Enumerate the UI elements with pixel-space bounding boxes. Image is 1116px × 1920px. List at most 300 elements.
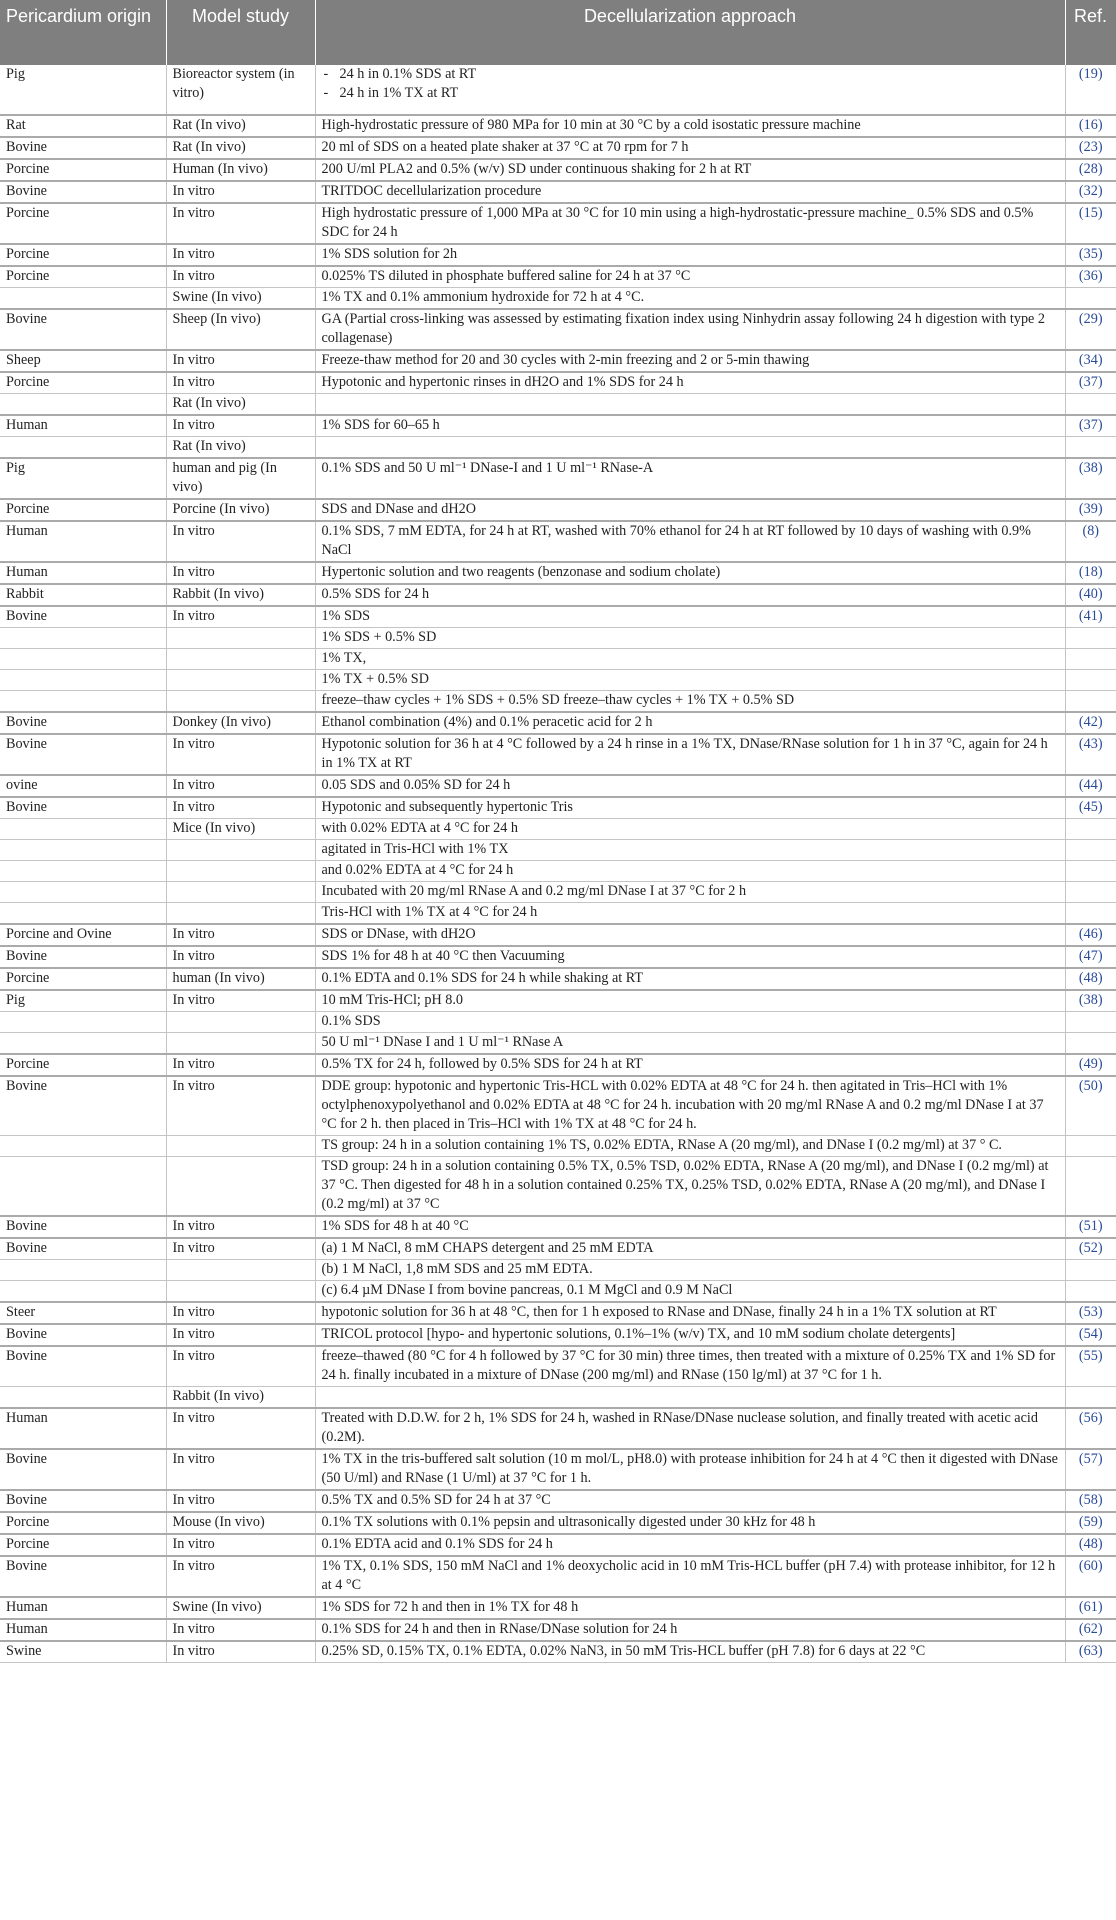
model-cell: In vitro — [166, 1216, 315, 1238]
model-cell — [166, 1260, 315, 1281]
ref-cell[interactable]: (49) — [1065, 1054, 1116, 1076]
model-cell: Rabbit (In vivo) — [166, 584, 315, 606]
approach-cell — [315, 65, 1065, 115]
approach-cell: 0.5% TX for 24 h, followed by 0.5% SDS for 24 h at RT — [315, 1054, 1065, 1076]
table-row — [0, 606, 1116, 628]
model-cell: In vitro — [166, 350, 315, 372]
table-row — [0, 734, 1116, 775]
origin-cell: Porcine — [0, 499, 166, 521]
approach-list-item: - 24 h in 1% TX at RT — [322, 84, 1059, 103]
table-row — [0, 458, 1116, 499]
ref-cell — [1065, 1281, 1116, 1303]
table-row — [0, 288, 1116, 310]
model-cell: In vitro — [166, 1641, 315, 1663]
origin-cell — [0, 840, 166, 861]
table-row — [0, 840, 1116, 861]
model-cell: In vitro — [166, 1449, 315, 1490]
table-row — [0, 1408, 1116, 1449]
approach-cell: Ethanol combination (4%) and 0.1% peracetic acid for 2 h — [315, 712, 1065, 734]
model-cell: In vitro — [166, 946, 315, 968]
model-cell: Human (In vivo) — [166, 159, 315, 181]
origin-cell: Pig — [0, 65, 166, 115]
table-row — [0, 712, 1116, 734]
table-row — [0, 350, 1116, 372]
table-header — [0, 0, 1116, 65]
approach-cell: Hypotonic solution for 36 h at 4 °C followed by a 24 h rinse in a 1% TX, DNase/RNase solution for 1 h in 37 °C, again for 24 h in 1% TX at RT — [315, 734, 1065, 775]
ref-cell — [1065, 819, 1116, 840]
model-cell: In vitro — [166, 990, 315, 1012]
approach-cell: 10 mM Tris-HCl; pH 8.0 — [315, 990, 1065, 1012]
origin-cell: Porcine — [0, 244, 166, 266]
origin-cell — [0, 649, 166, 670]
table-row — [0, 562, 1116, 584]
ref-cell[interactable]: (29) — [1065, 309, 1116, 350]
origin-cell: Bovine — [0, 734, 166, 775]
origin-cell: Porcine — [0, 968, 166, 990]
origin-cell: Bovine — [0, 797, 166, 819]
model-cell: In vitro — [166, 1324, 315, 1346]
approach-cell: 1% TX, — [315, 649, 1065, 670]
table-row — [0, 1597, 1116, 1619]
approach-cell — [315, 437, 1065, 459]
model-cell: Rat (In vivo) — [166, 137, 315, 159]
ref-cell[interactable]: (8) — [1065, 521, 1116, 562]
ref-cell[interactable]: (37) — [1065, 415, 1116, 437]
table-row — [0, 1260, 1116, 1281]
table-row — [0, 946, 1116, 968]
table-row — [0, 1490, 1116, 1512]
model-cell: Swine (In vivo) — [166, 288, 315, 310]
ref-cell — [1065, 1157, 1116, 1217]
ref-cell[interactable]: (47) — [1065, 946, 1116, 968]
ref-cell[interactable]: (45) — [1065, 797, 1116, 819]
model-cell — [166, 861, 315, 882]
approach-cell: 1% SDS solution for 2h — [315, 244, 1065, 266]
ref-cell[interactable]: (60) — [1065, 1556, 1116, 1597]
table-row — [0, 670, 1116, 691]
model-cell — [166, 691, 315, 713]
approach-cell: 20 ml of SDS on a heated plate shaker at 37 °C at 70 rpm for 7 h — [315, 137, 1065, 159]
origin-cell: Porcine — [0, 159, 166, 181]
ref-cell — [1065, 903, 1116, 925]
model-cell: In vitro — [166, 203, 315, 244]
origin-cell — [0, 288, 166, 310]
ref-cell[interactable]: (42) — [1065, 712, 1116, 734]
table-row — [0, 115, 1116, 137]
model-cell: In vitro — [166, 521, 315, 562]
approach-cell: Hypertonic solution and two reagents (benzonase and sodium cholate) — [315, 562, 1065, 584]
approach-list — [322, 65, 1059, 103]
origin-cell — [0, 903, 166, 925]
ref-cell[interactable]: (59) — [1065, 1512, 1116, 1534]
ref-cell[interactable]: (39) — [1065, 499, 1116, 521]
table-row — [0, 903, 1116, 925]
model-cell — [166, 1157, 315, 1217]
table-body — [0, 65, 1116, 1663]
model-cell — [166, 1012, 315, 1033]
model-cell: In vitro — [166, 734, 315, 775]
header-model-study: Model study — [166, 0, 315, 65]
approach-cell: SDS 1% for 48 h at 40 °C then Vacuuming — [315, 946, 1065, 968]
table-row — [0, 1512, 1116, 1534]
model-cell: In vitro — [166, 797, 315, 819]
origin-cell: ovine — [0, 775, 166, 797]
model-cell: Swine (In vivo) — [166, 1597, 315, 1619]
approach-cell: 1% SDS for 72 h and then in 1% TX for 48 h — [315, 1597, 1065, 1619]
table-row — [0, 819, 1116, 840]
approach-cell: Treated with D.D.W. for 2 h, 1% SDS for 24 h, washed in RNase/DNase nuclease solution, and finally treated with acetic acid (0.2M). — [315, 1408, 1065, 1449]
origin-cell: Porcine — [0, 266, 166, 288]
model-cell — [166, 882, 315, 903]
ref-cell[interactable]: (52) — [1065, 1238, 1116, 1260]
model-cell: In vitro — [166, 1054, 315, 1076]
ref-cell — [1065, 628, 1116, 649]
ref-cell[interactable]: (41) — [1065, 606, 1116, 628]
ref-cell — [1065, 1260, 1116, 1281]
approach-cell: (a) 1 M NaCl, 8 mM CHAPS detergent and 25 mM EDTA — [315, 1238, 1065, 1260]
ref-cell[interactable]: (28) — [1065, 159, 1116, 181]
approach-cell: DDE group: hypotonic and hypertonic Tris-HCL with 0.02% EDTA at 48 °C for 24 h. then agitated in Tris–HCl with 1% octylphenoxypolyethanol and 0.02% EDTA at 48 °C for 24 h. incubation with 20 mg/ml RNase A and 0.2 mg/ml DNase I at 37 °C for 2 h. then placed in Tris–HCl with 1% TX at 48 °C for 24 h. — [315, 1076, 1065, 1136]
ref-cell[interactable]: (62) — [1065, 1619, 1116, 1641]
ref-cell[interactable]: (44) — [1065, 775, 1116, 797]
origin-cell: Rabbit — [0, 584, 166, 606]
header-ref: Ref. — [1065, 0, 1116, 65]
ref-cell[interactable]: (48) — [1065, 968, 1116, 990]
table-row — [0, 521, 1116, 562]
ref-cell — [1065, 1012, 1116, 1033]
ref-cell[interactable]: (23) — [1065, 137, 1116, 159]
ref-cell — [1065, 882, 1116, 903]
approach-cell: 0.25% SD, 0.15% TX, 0.1% EDTA, 0.02% NaN3, in 50 mM Tris-HCL buffer (pH 7.8) for 6 days at 22 °C — [315, 1641, 1065, 1663]
approach-cell: 50 U ml⁻¹ DNase I and 1 U ml⁻¹ RNase A — [315, 1033, 1065, 1055]
approach-cell: and 0.02% EDTA at 4 °C for 24 h — [315, 861, 1065, 882]
table-row — [0, 1238, 1116, 1260]
origin-cell: Bovine — [0, 1346, 166, 1387]
ref-cell — [1065, 1387, 1116, 1409]
approach-cell: 1% SDS + 0.5% SD — [315, 628, 1065, 649]
origin-cell: Bovine — [0, 137, 166, 159]
model-cell: In vitro — [166, 1556, 315, 1597]
origin-cell — [0, 670, 166, 691]
table-row — [0, 203, 1116, 244]
approach-cell: agitated in Tris-HCl with 1% TX — [315, 840, 1065, 861]
approach-cell: 0.1% EDTA acid and 0.1% SDS for 24 h — [315, 1534, 1065, 1556]
table-row — [0, 1136, 1116, 1157]
ref-cell[interactable]: (38) — [1065, 990, 1116, 1012]
model-cell: Rat (In vivo) — [166, 437, 315, 459]
origin-cell: Bovine — [0, 1216, 166, 1238]
table-row — [0, 159, 1116, 181]
model-cell: human (In vivo) — [166, 968, 315, 990]
model-cell: In vitro — [166, 372, 315, 394]
table-row — [0, 309, 1116, 350]
model-cell — [166, 649, 315, 670]
approach-cell: Tris-HCl with 1% TX at 4 °C for 24 h — [315, 903, 1065, 925]
origin-cell: Human — [0, 1408, 166, 1449]
ref-cell[interactable]: (56) — [1065, 1408, 1116, 1449]
approach-list-item: - 24 h in 0.1% SDS at RT — [322, 65, 1059, 84]
table-row — [0, 924, 1116, 946]
ref-cell[interactable]: (50) — [1065, 1076, 1116, 1136]
ref-cell[interactable]: (34) — [1065, 350, 1116, 372]
model-cell: Mice (In vivo) — [166, 819, 315, 840]
table-row — [0, 584, 1116, 606]
model-cell: Bioreactor system (in vitro) — [166, 65, 315, 115]
model-cell: In vitro — [166, 1619, 315, 1641]
approach-cell: SDS or DNase, with dH2O — [315, 924, 1065, 946]
model-cell: In vitro — [166, 266, 315, 288]
ref-cell[interactable]: (61) — [1065, 1597, 1116, 1619]
model-cell: In vitro — [166, 606, 315, 628]
model-cell: human and pig (In vivo) — [166, 458, 315, 499]
table-row — [0, 1076, 1116, 1136]
origin-cell — [0, 1012, 166, 1033]
approach-cell: TSD group: 24 h in a solution containing 0.5% TX, 0.5% TSD, 0.02% EDTA, RNase A (20 mg/ml), and DNase I (0.2 mg/ml) at 37 °C. Then digested for 48 h in a solution contained 0.25% TX, 0.25% TSD, 0.02% EDTA, RNase A (20 mg/ml), and DNase I (0.2 mg/ml) at 37 °C — [315, 1157, 1065, 1217]
approach-cell: 0.1% SDS, 7 mM EDTA, for 24 h at RT, washed with 70% ethanol for 24 h at RT followed by 10 days of washing with 0.9% NaCl — [315, 521, 1065, 562]
origin-cell: Human — [0, 415, 166, 437]
origin-cell — [0, 1136, 166, 1157]
origin-cell — [0, 691, 166, 713]
origin-cell: Porcine — [0, 1512, 166, 1534]
table-row — [0, 415, 1116, 437]
origin-cell: Bovine — [0, 946, 166, 968]
origin-cell: Porcine — [0, 372, 166, 394]
ref-cell[interactable]: (46) — [1065, 924, 1116, 946]
origin-cell: Bovine — [0, 606, 166, 628]
approach-cell: 0.1% SDS for 24 h and then in RNase/DNase solution for 24 h — [315, 1619, 1065, 1641]
model-cell — [166, 903, 315, 925]
model-cell: In vitro — [166, 1346, 315, 1387]
ref-cell[interactable]: (38) — [1065, 458, 1116, 499]
origin-cell: Porcine — [0, 1534, 166, 1556]
ref-cell[interactable]: (16) — [1065, 115, 1116, 137]
model-cell — [166, 840, 315, 861]
approach-cell: 0.05 SDS and 0.05% SD for 24 h — [315, 775, 1065, 797]
approach-cell: 1% SDS for 60–65 h — [315, 415, 1065, 437]
origin-cell: Pig — [0, 990, 166, 1012]
ref-cell[interactable]: (53) — [1065, 1302, 1116, 1324]
ref-cell — [1065, 288, 1116, 310]
ref-cell — [1065, 1033, 1116, 1055]
approach-cell: with 0.02% EDTA at 4 °C for 24 h — [315, 819, 1065, 840]
origin-cell — [0, 1281, 166, 1303]
ref-cell[interactable]: (55) — [1065, 1346, 1116, 1387]
header-pericardium-origin: Pericardium origin — [0, 0, 166, 65]
ref-cell[interactable]: (43) — [1065, 734, 1116, 775]
origin-cell: Bovine — [0, 1238, 166, 1260]
origin-cell — [0, 819, 166, 840]
ref-cell — [1065, 394, 1116, 416]
table-row — [0, 1033, 1116, 1055]
model-cell: In vitro — [166, 1408, 315, 1449]
model-cell: Rat (In vivo) — [166, 394, 315, 416]
table-row — [0, 1012, 1116, 1033]
table-row — [0, 990, 1116, 1012]
ref-cell[interactable]: (58) — [1065, 1490, 1116, 1512]
origin-cell — [0, 1387, 166, 1409]
ref-cell — [1065, 649, 1116, 670]
approach-cell: TRICOL protocol [hypo- and hypertonic solutions, 0.1%–1% (w/v) TX, and 10 mM sodium cholate detergents] — [315, 1324, 1065, 1346]
origin-cell: Bovine — [0, 1324, 166, 1346]
model-cell: In vitro — [166, 1076, 315, 1136]
ref-cell[interactable]: (54) — [1065, 1324, 1116, 1346]
approach-cell: freeze–thaw cycles + 1% SDS + 0.5% SD freeze–thaw cycles + 1% TX + 0.5% SD — [315, 691, 1065, 713]
table-row — [0, 65, 1116, 115]
ref-cell[interactable]: (18) — [1065, 562, 1116, 584]
ref-cell[interactable]: (40) — [1065, 584, 1116, 606]
approach-cell: (b) 1 M NaCl, 1,8 mM SDS and 25 mM EDTA. — [315, 1260, 1065, 1281]
origin-cell: Swine — [0, 1641, 166, 1663]
ref-cell[interactable]: (37) — [1065, 372, 1116, 394]
origin-cell: Porcine — [0, 1054, 166, 1076]
model-cell: In vitro — [166, 562, 315, 584]
header-decellularization-approach: Decellularization approach — [315, 0, 1065, 65]
origin-cell: Bovine — [0, 181, 166, 203]
model-cell: Sheep (In vivo) — [166, 309, 315, 350]
approach-cell: Freeze-thaw method for 20 and 30 cycles with 2-min freezing and 2 or 5-min thawing — [315, 350, 1065, 372]
table-row — [0, 1054, 1116, 1076]
ref-cell — [1065, 437, 1116, 459]
approach-cell: 0.1% SDS — [315, 1012, 1065, 1033]
table-row — [0, 1302, 1116, 1324]
table-row — [0, 1346, 1116, 1387]
model-cell: Mouse (In vivo) — [166, 1512, 315, 1534]
table-row — [0, 861, 1116, 882]
approach-cell: 1% TX in the tris-buffered salt solution (10 m mol/L, pH8.0) with protease inhibition for 24 h at 4 °C then it digested with DNase (50 U/ml) and RNase (1 U/ml) at 37 °C for 1 h. — [315, 1449, 1065, 1490]
model-cell: In vitro — [166, 181, 315, 203]
approach-cell: 1% TX, 0.1% SDS, 150 mM NaCl and 1% deoxycholic acid in 10 mM Tris-HCL buffer (pH 7.4) with protease inhibitor, for 12 h at 4 °C — [315, 1556, 1065, 1597]
approach-cell: SDS and DNase and dH2O — [315, 499, 1065, 521]
origin-cell: Bovine — [0, 712, 166, 734]
ref-cell[interactable]: (48) — [1065, 1534, 1116, 1556]
origin-cell — [0, 1260, 166, 1281]
approach-cell: GA (Partial cross-linking was assessed by estimating fixation index using Ninhydrin assay following 24 h digestion with type 2 collagenase) — [315, 309, 1065, 350]
table-row — [0, 1157, 1116, 1217]
ref-cell — [1065, 670, 1116, 691]
approach-cell: 1% SDS for 48 h at 40 °C — [315, 1216, 1065, 1238]
table-row — [0, 1387, 1116, 1409]
table-row — [0, 968, 1116, 990]
approach-cell: 0.1% TX solutions with 0.1% pepsin and ultrasonically digested under 30 kHz for 48 h — [315, 1512, 1065, 1534]
origin-cell — [0, 437, 166, 459]
approach-cell: 0.1% EDTA and 0.1% SDS for 24 h while shaking at RT — [315, 968, 1065, 990]
table-row — [0, 244, 1116, 266]
approach-cell: 1% SDS — [315, 606, 1065, 628]
origin-cell: Bovine — [0, 309, 166, 350]
ref-cell[interactable]: (63) — [1065, 1641, 1116, 1663]
model-cell: Porcine (In vivo) — [166, 499, 315, 521]
approach-cell: TRITDOC decellularization procedure — [315, 181, 1065, 203]
origin-cell: Sheep — [0, 350, 166, 372]
table-row — [0, 1216, 1116, 1238]
origin-cell — [0, 1033, 166, 1055]
ref-cell[interactable]: (32) — [1065, 181, 1116, 203]
approach-cell: Incubated with 20 mg/ml RNase A and 0.2 mg/ml DNase I at 37 °C for 2 h — [315, 882, 1065, 903]
approach-cell: 0.5% TX and 0.5% SD for 24 h at 37 °C — [315, 1490, 1065, 1512]
origin-cell: Porcine — [0, 203, 166, 244]
table-row — [0, 797, 1116, 819]
ref-cell[interactable]: (36) — [1065, 266, 1116, 288]
ref-cell — [1065, 1136, 1116, 1157]
origin-cell: Human — [0, 1597, 166, 1619]
table-row — [0, 266, 1116, 288]
table-row — [0, 628, 1116, 649]
model-cell: In vitro — [166, 775, 315, 797]
table-row — [0, 137, 1116, 159]
approach-cell: 200 U/ml PLA2 and 0.5% (w/v) SD under continuous shaking for 2 h at RT — [315, 159, 1065, 181]
origin-cell — [0, 394, 166, 416]
ref-cell[interactable]: (35) — [1065, 244, 1116, 266]
origin-cell: Rat — [0, 115, 166, 137]
ref-cell — [1065, 691, 1116, 713]
model-cell: In vitro — [166, 244, 315, 266]
model-cell: In vitro — [166, 1238, 315, 1260]
model-cell — [166, 1033, 315, 1055]
origin-cell: Bovine — [0, 1449, 166, 1490]
model-cell: In vitro — [166, 1534, 315, 1556]
table-row — [0, 181, 1116, 203]
origin-cell: Steer — [0, 1302, 166, 1324]
approach-cell: 0.025% TS diluted in phosphate buffered saline for 24 h at 37 °C — [315, 266, 1065, 288]
origin-cell — [0, 1157, 166, 1217]
approach-cell — [315, 1387, 1065, 1409]
ref-cell[interactable]: (19) — [1065, 65, 1116, 115]
origin-cell: Human — [0, 562, 166, 584]
table-row — [0, 1449, 1116, 1490]
ref-cell — [1065, 861, 1116, 882]
ref-cell[interactable]: (57) — [1065, 1449, 1116, 1490]
model-cell: Rabbit (In vivo) — [166, 1387, 315, 1409]
ref-cell[interactable]: (15) — [1065, 203, 1116, 244]
approach-cell: 0.5% SDS for 24 h — [315, 584, 1065, 606]
origin-cell — [0, 628, 166, 649]
model-cell: In vitro — [166, 924, 315, 946]
origin-cell: Human — [0, 1619, 166, 1641]
approach-cell: Hypotonic and hypertonic rinses in dH2O and 1% SDS for 24 h — [315, 372, 1065, 394]
table-row — [0, 1619, 1116, 1641]
model-cell — [166, 1281, 315, 1303]
table-row — [0, 394, 1116, 416]
model-cell: Donkey (In vivo) — [166, 712, 315, 734]
table-row — [0, 1324, 1116, 1346]
origin-cell: Pig — [0, 458, 166, 499]
table-row — [0, 499, 1116, 521]
approach-cell — [315, 394, 1065, 416]
approach-cell: 0.1% SDS and 50 U ml⁻¹ DNase-I and 1 U ml⁻¹ RNase-A — [315, 458, 1065, 499]
origin-cell: Bovine — [0, 1556, 166, 1597]
approach-cell: High hydrostatic pressure of 1,000 MPa at 30 °C for 10 min using a high-hydrostatic-pressure machine_ 0.5% SDS and 0.5% SDC for 24 h — [315, 203, 1065, 244]
ref-cell[interactable]: (51) — [1065, 1216, 1116, 1238]
table-row — [0, 1534, 1116, 1556]
origin-cell: Porcine and Ovine — [0, 924, 166, 946]
table-row — [0, 1556, 1116, 1597]
table-row — [0, 649, 1116, 670]
model-cell: In vitro — [166, 1490, 315, 1512]
table-row — [0, 882, 1116, 903]
approach-cell: High-hydrostatic pressure of 980 MPa for 10 min at 30 °C by a cold isostatic pressure machine — [315, 115, 1065, 137]
approach-cell: freeze–thawed (80 °C for 4 h followed by 37 °C for 30 min) three times, then treated with a mixture of 0.25% TX and 1% SD for 24 h. finally incubated in a mixture of DNase (200 mg/ml) and RNase (150 lg/ml) at 37 °C for 1 h. — [315, 1346, 1065, 1387]
table-row — [0, 1281, 1116, 1303]
approach-cell: Hypotonic and subsequently hypertonic Tris — [315, 797, 1065, 819]
origin-cell: Bovine — [0, 1490, 166, 1512]
table-row — [0, 775, 1116, 797]
table-row — [0, 437, 1116, 459]
model-cell — [166, 670, 315, 691]
approach-cell: 1% TX and 0.1% ammonium hydroxide for 72 h at 4 °C. — [315, 288, 1065, 310]
table-row — [0, 691, 1116, 713]
table-row — [0, 1641, 1116, 1663]
model-cell — [166, 1136, 315, 1157]
